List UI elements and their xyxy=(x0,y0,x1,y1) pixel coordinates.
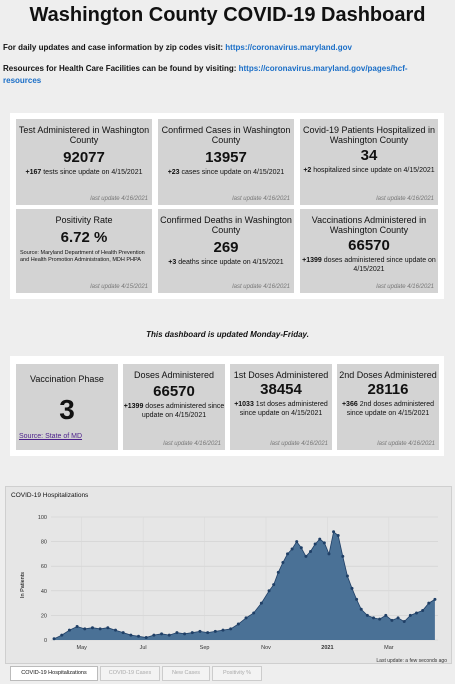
deaths-value: 269 xyxy=(213,239,239,256)
data-point[interactable] xyxy=(346,575,349,578)
tests-delta-text: tests since update on 4/15/2021 xyxy=(41,169,143,176)
data-point[interactable] xyxy=(372,616,375,619)
data-point[interactable] xyxy=(327,552,330,555)
tab-cases[interactable]: COVID-19 Cases xyxy=(100,666,160,681)
first-doses-updated: last update 4/16/2021 xyxy=(270,441,328,447)
data-point[interactable] xyxy=(68,629,71,632)
second-doses-updated: last update 4/16/2021 xyxy=(377,441,435,447)
positivity-card xyxy=(16,209,152,293)
data-point[interactable] xyxy=(191,631,194,634)
x-tick-label: Jul xyxy=(139,645,147,651)
zip-info-link[interactable]: https://coronavirus.maryland.gov xyxy=(225,43,352,52)
data-point[interactable] xyxy=(152,634,155,637)
data-point[interactable] xyxy=(53,637,56,640)
hospitalized-delta: +2 xyxy=(303,167,312,174)
second-doses-delta: +366 xyxy=(341,401,358,408)
phase-label: Vaccination Phase xyxy=(30,374,104,384)
data-point[interactable] xyxy=(206,631,209,634)
x-tick-label: Mar xyxy=(384,645,394,651)
second-doses-value: 28116 xyxy=(367,381,409,398)
doses-value: 66570 xyxy=(153,383,195,400)
hospitalizations-chart-panel xyxy=(5,486,452,664)
data-point[interactable] xyxy=(237,623,240,626)
hcf-info-line xyxy=(3,63,448,87)
vaccination-phase-card xyxy=(16,364,118,450)
cases-delta-line xyxy=(158,168,294,177)
data-point[interactable] xyxy=(409,614,412,617)
second-doses-card xyxy=(337,364,439,450)
data-point[interactable] xyxy=(137,635,140,638)
data-point[interactable] xyxy=(390,619,393,622)
data-point[interactable] xyxy=(183,632,186,635)
vaccinations-delta: +1399 xyxy=(302,257,322,264)
hospitalized-updated: last update 4/16/2021 xyxy=(376,196,434,202)
deaths-delta: +3 xyxy=(168,259,177,266)
data-point[interactable] xyxy=(198,630,201,633)
data-point[interactable] xyxy=(355,598,358,601)
cases-heading: Confirmed Cases in Washington County xyxy=(161,125,291,145)
data-point[interactable] xyxy=(91,626,94,629)
positivity-value: 6.72 % xyxy=(60,229,108,246)
data-point[interactable] xyxy=(160,632,163,635)
data-point[interactable] xyxy=(295,540,298,543)
hospitalized-value: 34 xyxy=(360,147,378,164)
doses-heading: Doses Administered xyxy=(133,370,215,380)
data-point[interactable] xyxy=(351,587,354,590)
y-tick-label: 0 xyxy=(43,638,47,644)
hospitalized-card xyxy=(300,119,438,205)
data-point[interactable] xyxy=(341,555,344,558)
deaths-heading: Confirmed Deaths in Washington County xyxy=(160,215,292,235)
x-tick-label: May xyxy=(76,645,87,651)
first-doses-heading: 1st Doses Administered xyxy=(233,370,329,380)
vaccinations-card xyxy=(300,209,438,293)
cases-card xyxy=(158,119,294,205)
y-axis-label: In Patients xyxy=(20,572,26,598)
data-point[interactable] xyxy=(300,546,303,549)
page-title: Washington County COVID-19 Dashboard xyxy=(29,4,426,26)
doses-delta: +1399 xyxy=(123,403,144,410)
data-point[interactable] xyxy=(433,598,436,601)
data-point[interactable] xyxy=(427,602,430,605)
doses-card xyxy=(123,364,225,450)
data-point[interactable] xyxy=(309,550,312,553)
chart-footer: Last update: a few seconds ago xyxy=(376,658,447,664)
tab-hospitalizations[interactable]: COVID-19 Hospitalizations xyxy=(10,666,98,681)
data-point[interactable] xyxy=(175,631,178,634)
y-tick-label: 40 xyxy=(40,588,47,595)
data-point[interactable] xyxy=(403,620,406,623)
vaccinations-heading: Vaccinations Administered in Washington County xyxy=(311,215,427,235)
vaccinations-value: 66570 xyxy=(348,237,390,254)
data-point[interactable] xyxy=(268,589,271,592)
hcf-info-text: Resources for Health Care Facilities can be found by visiting: xyxy=(3,64,237,73)
positivity-source: Source: Maryland Department of Health Prevention and Health Promotion Administration, MDH PHPA xyxy=(20,250,145,263)
second-doses-heading: 2nd Doses Administered xyxy=(339,370,437,380)
data-point[interactable] xyxy=(360,608,363,611)
first-doses-delta-line xyxy=(230,400,332,418)
data-point[interactable] xyxy=(314,543,317,546)
data-point[interactable] xyxy=(286,552,289,555)
y-tick-label: 60 xyxy=(40,564,47,571)
vaccinations-delta-line xyxy=(300,256,438,274)
data-point[interactable] xyxy=(245,616,248,619)
tests-value: 92077 xyxy=(63,149,105,166)
first-doses-card xyxy=(230,364,332,450)
data-point[interactable] xyxy=(114,629,117,632)
data-point[interactable] xyxy=(106,626,109,629)
data-point[interactable] xyxy=(60,634,63,637)
second-doses-delta-line xyxy=(337,400,439,418)
second-doses-delta-text: 2nd doses administered since update on 4/15/2021 xyxy=(346,401,435,417)
hospitalizations-chart[interactable] xyxy=(6,487,451,663)
data-point[interactable] xyxy=(229,627,232,630)
positivity-updated: last update 4/15/2021 xyxy=(90,284,148,290)
data-point[interactable] xyxy=(145,636,148,639)
x-tick-label: Nov xyxy=(261,645,271,651)
phase-value: 3 xyxy=(59,394,75,425)
hospitalized-heading: Covid-19 Patients Hospitalized in Washington County xyxy=(302,125,436,145)
tests-card xyxy=(16,119,152,205)
x-tick-label: 2021 xyxy=(321,645,334,651)
data-point[interactable] xyxy=(76,625,79,628)
doses-delta-text: doses administered since update on 4/15/2021 xyxy=(141,403,225,419)
cases-delta: +23 xyxy=(167,169,180,176)
data-point[interactable] xyxy=(122,631,125,634)
deaths-card xyxy=(158,209,294,293)
cases-delta-text: cases since update on 4/15/2021 xyxy=(179,169,285,176)
data-point[interactable] xyxy=(323,541,326,544)
data-point[interactable] xyxy=(252,611,255,614)
deaths-delta-line xyxy=(158,258,294,267)
hcf-link-part2: resources xyxy=(3,76,42,85)
data-point[interactable] xyxy=(83,627,86,630)
cases-updated: last update 4/16/2021 xyxy=(232,196,290,202)
hcf-link-part1: https://coronavirus.maryland.gov/pages/hcf- xyxy=(238,64,408,73)
first-doses-delta: +1033 xyxy=(234,401,254,408)
doses-updated: last update 4/16/2021 xyxy=(163,441,221,447)
y-tick-label: 100 xyxy=(37,515,47,521)
data-point[interactable] xyxy=(397,616,400,619)
data-point[interactable] xyxy=(304,555,307,558)
chart-title: COVID-19 Hospitalizations xyxy=(11,492,89,499)
data-point[interactable] xyxy=(99,627,102,630)
hospitalized-delta-text: hospitalized since update on 4/15/2021 xyxy=(311,167,435,174)
cases-value: 13957 xyxy=(205,149,247,166)
data-point[interactable] xyxy=(222,629,225,632)
data-point[interactable] xyxy=(291,547,294,550)
deaths-delta-text: deaths since update on 4/15/2021 xyxy=(176,259,284,266)
tab-new-cases[interactable]: New Cases xyxy=(162,666,210,681)
data-point[interactable] xyxy=(332,530,335,533)
tests-updated: last update 4/16/2021 xyxy=(90,196,148,202)
tests-delta-line xyxy=(16,168,152,177)
vaccine-panel xyxy=(10,356,444,456)
data-point[interactable] xyxy=(378,618,381,621)
zip-info-line xyxy=(3,42,352,54)
vaccinations-updated: last update 4/16/2021 xyxy=(376,284,434,290)
data-point[interactable] xyxy=(337,534,340,537)
data-point[interactable] xyxy=(421,609,424,612)
data-point[interactable] xyxy=(277,571,280,574)
update-note: This dashboard is updated Monday-Friday. xyxy=(146,330,309,339)
stats-panel xyxy=(10,113,444,299)
data-point[interactable] xyxy=(415,611,418,614)
phase-source-link[interactable]: Source: State of MD xyxy=(19,433,83,440)
data-point[interactable] xyxy=(272,583,275,586)
vaccinations-delta-text: doses administered since update on 4/15/2021 xyxy=(321,257,436,273)
hospitalized-delta-line xyxy=(300,166,438,175)
doses-delta-line xyxy=(123,402,225,420)
data-point[interactable] xyxy=(318,538,321,541)
x-tick-label: Sep xyxy=(199,645,210,651)
y-tick-label: 20 xyxy=(40,613,47,620)
tests-heading: Test Administered in Washington County xyxy=(18,125,150,145)
data-point[interactable] xyxy=(384,614,387,617)
deaths-updated: last update 4/16/2021 xyxy=(232,284,290,290)
first-doses-value: 38454 xyxy=(260,381,302,398)
data-point[interactable] xyxy=(281,561,284,564)
positivity-heading: Positivity Rate xyxy=(55,215,113,225)
tests-delta: +167 xyxy=(25,169,42,176)
data-point[interactable] xyxy=(129,634,132,637)
tab-positivity[interactable]: Positivity % xyxy=(212,666,262,681)
series-area xyxy=(54,532,435,640)
data-point[interactable] xyxy=(366,614,369,617)
first-doses-delta-text: 1st doses administered since update on 4/15/2021 xyxy=(239,401,328,417)
zip-info-text: For daily updates and case information by zip codes visit: xyxy=(3,43,224,52)
y-tick-label: 80 xyxy=(40,539,47,546)
data-point[interactable] xyxy=(260,602,263,605)
data-point[interactable] xyxy=(214,630,217,633)
data-point[interactable] xyxy=(168,634,171,637)
